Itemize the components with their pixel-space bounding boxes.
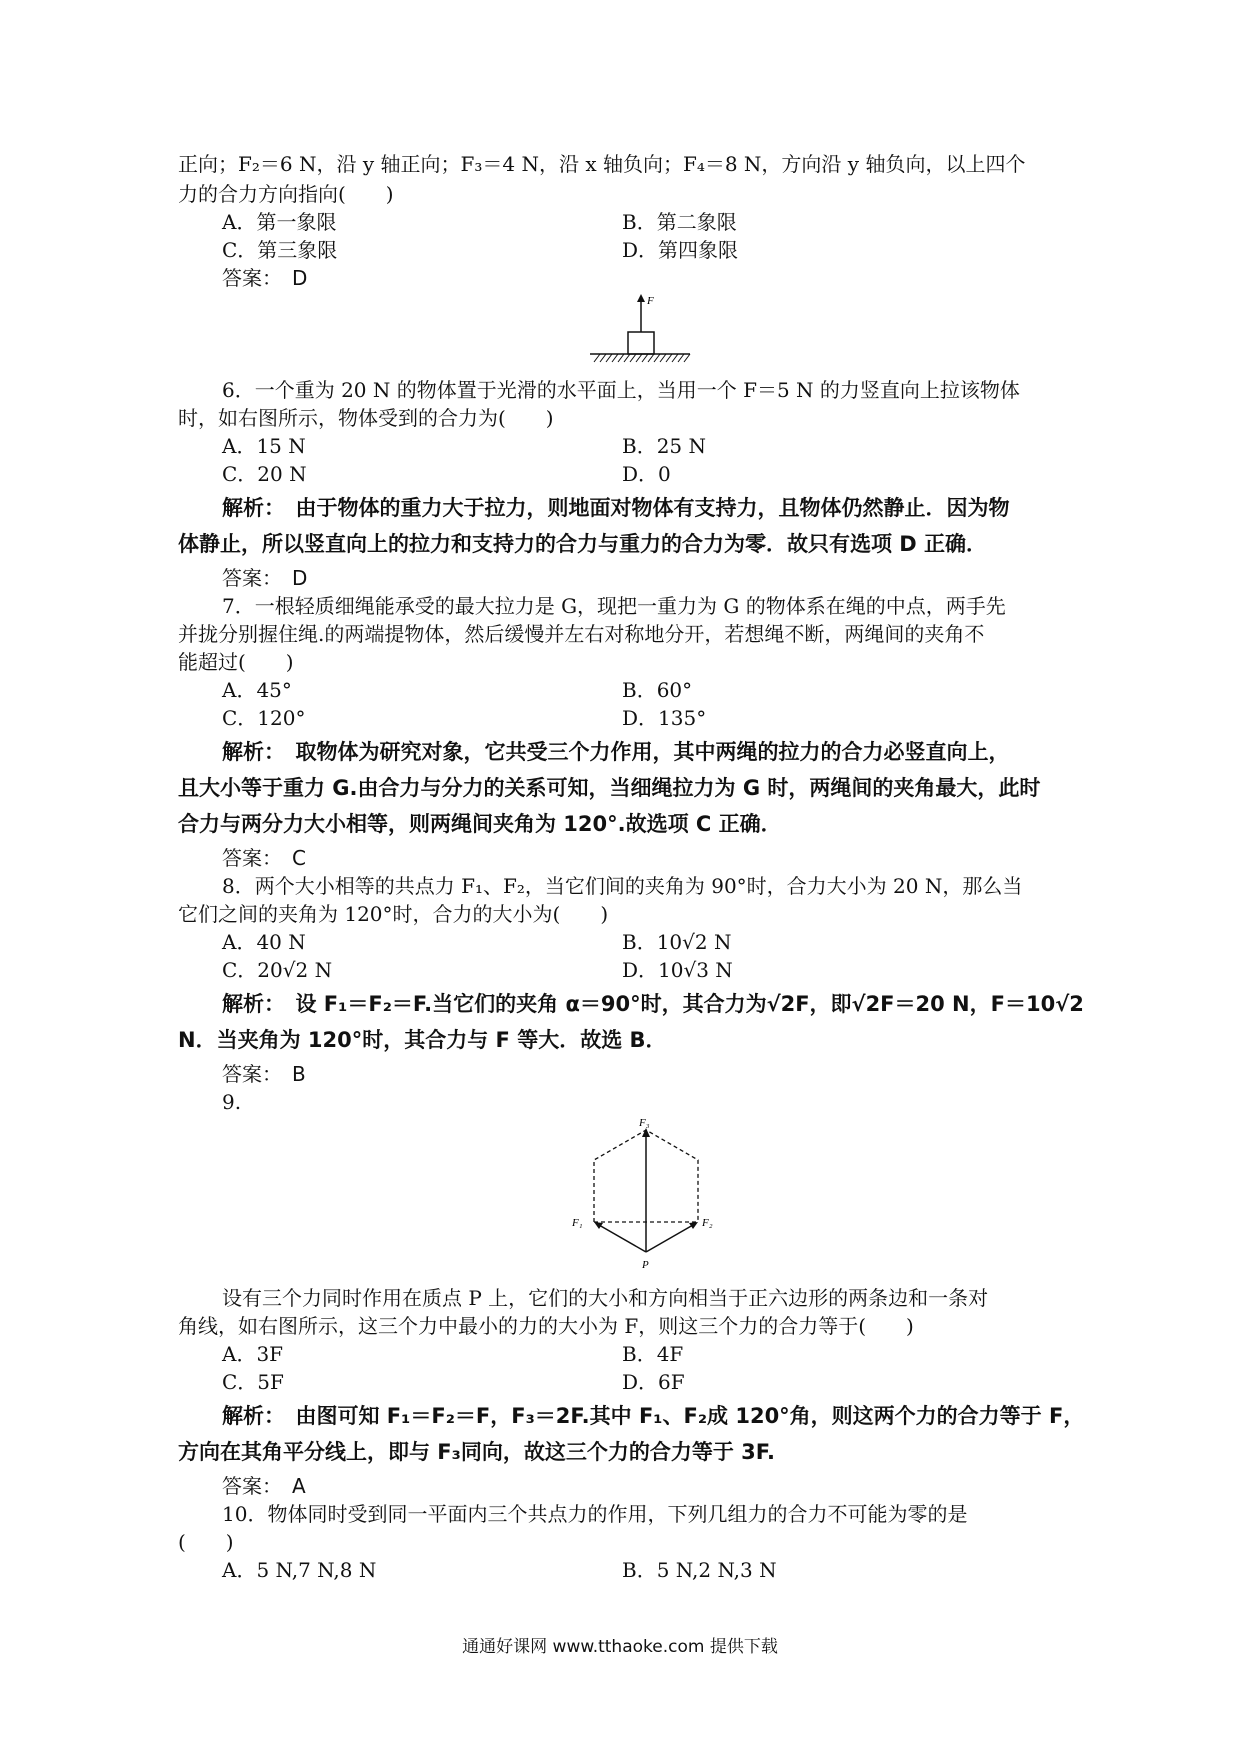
q6-force-label: F — [647, 295, 654, 307]
q8-text-line2: 它们之间的夹角为 120°时，合力的大小为( ) — [178, 902, 609, 926]
q8-analysis-line2: N．当夹角为 120°时，其合力与 F 等大．故选 B． — [178, 1028, 667, 1052]
q8-option-a: A．40 N — [222, 930, 306, 954]
q7-text-line3: 能超过( ) — [178, 650, 294, 674]
q9-option-d: D．6F — [622, 1370, 685, 1394]
q6-text-line2: 时，如右图所示，物体受到的合力为( ) — [178, 406, 554, 430]
q9-label-f3: F₃ — [639, 1117, 650, 1129]
q6-text-line1: 6．一个重为 20 N 的物体置于光滑的水平面上，当用一个 F＝5 N 的力竖直向上拉该物体 — [222, 378, 1020, 402]
q6-analysis-line1: 解析： 由于物体的重力大于拉力，则地面对物体有支持力，且物体仍然静止．因为物 — [222, 496, 1010, 520]
q6-option-d: D．0 — [622, 462, 671, 486]
q7-analysis-line2: 且大小等于重力 G.由合力与分力的关系可知，当细绳拉力为 G 时，两绳间的夹角最大，此时 — [178, 776, 1041, 800]
q7-option-c: C．120° — [222, 706, 306, 730]
q9-analysis-line2: 方向在其角平分线上，即与 F₃同向，故这三个力的合力等于 3F. — [178, 1440, 776, 1464]
q8-option-b: B．10√2 N — [622, 930, 732, 954]
q7-option-b: B．60° — [622, 678, 693, 702]
q8-option-c: C．20√2 N — [222, 958, 333, 982]
q5-option-a: A．第一象限 — [222, 210, 337, 234]
q7-analysis-line3: 合力与两分力大小相等，则两绳间夹角为 120°.故选项 C 正确． — [178, 812, 782, 836]
q8-answer: 答案： B — [222, 1062, 306, 1086]
q7-text-line1: 7．一根轻质细绳能承受的最大拉力是 G，现把一重力为 G 的物体系在绳的中点，两手先 — [222, 594, 1006, 618]
q10-option-a: A．5 N,7 N,8 N — [222, 1558, 377, 1582]
q6-option-c: C．20 N — [222, 462, 307, 486]
q7-option-d: D．135° — [622, 706, 707, 730]
q7-text-line2: 并拢分别握住绳.的两端提物体，然后缓慢并左右对称地分开，若想绳不断，两绳间的夹角不 — [178, 622, 985, 646]
q10-text-line1: 10．物体同时受到同一平面内三个共点力的作用，下列几组力的合力不可能为零的是 — [222, 1502, 968, 1526]
q5-text-line2: 力的合力方向指向( ) — [178, 182, 394, 206]
q5-option-c: C．第三象限 — [222, 238, 338, 262]
q9-text-line1: 设有三个力同时作用在质点 P 上，它们的大小和方向相当于正六边形的两条边和一条对 — [222, 1286, 989, 1310]
q7-answer: 答案： C — [222, 846, 306, 870]
q9-analysis-line1: 解析： 由图可知 F₁＝F₂＝F，F₃＝2F.其中 F₁、F₂成 120°角，则这两个力的合力等于 F， — [222, 1404, 1085, 1428]
q5-option-b: B．第二象限 — [622, 210, 737, 234]
q9-option-a: A．3F — [222, 1342, 284, 1366]
q9-label-p: P — [642, 1259, 649, 1271]
q7-option-a: A．45° — [222, 678, 292, 702]
q9-text-line2: 角线，如右图所示，这三个力中最小的力的大小为 F，则这三个力的合力等于( ) — [178, 1314, 914, 1338]
q9-option-c: C．5F — [222, 1370, 284, 1394]
q5-text-line1: 正向；F₂＝6 N，沿 y 轴正向；F₃＝4 N，沿 x 轴负向；F₄＝8 N，方向沿 y 轴负向，以上四个 — [178, 152, 1026, 176]
page-footer: 通通好课网 www.tthaoke.com 提供下载 — [462, 1637, 778, 1657]
q9-answer: 答案： A — [222, 1474, 306, 1498]
q8-analysis-line1: 解析： 设 F₁＝F₂＝F.当它们的夹角 α＝90°时，其合力为√2F，即√2F＝20 N，F＝10√2 — [222, 992, 1084, 1016]
q6-analysis-line2: 体静止，所以竖直向上的拉力和支持力的合力与重力的合力为零．故只有选项 D 正确． — [178, 532, 988, 556]
q9-label-f1: F₁ — [572, 1217, 583, 1229]
q8-option-d: D．10√3 N — [622, 958, 733, 982]
q5-option-d: D．第四象限 — [622, 238, 739, 262]
q9-label-f2: F₂ — [702, 1217, 713, 1229]
q6-option-a: A．15 N — [222, 434, 306, 458]
q7-analysis-line1: 解析： 取物体为研究对象，它共受三个力作用，其中两绳的拉力的合力必竖直向上， — [222, 740, 1010, 764]
q10-text-line2: ( ) — [178, 1530, 234, 1554]
q5-answer: 答案： D — [222, 266, 308, 290]
q9-hexagon-figure — [570, 1118, 720, 1278]
q6-block-figure — [590, 292, 700, 362]
q9-option-b: B．4F — [622, 1342, 684, 1366]
q10-option-b: B．5 N,2 N,3 N — [622, 1558, 777, 1582]
q8-text-line1: 8．两个大小相等的共点力 F₁、F₂，当它们间的夹角为 90°时，合力大小为 20 N，那么当 — [222, 874, 1023, 898]
q6-option-b: B．25 N — [622, 434, 707, 458]
q6-answer: 答案： D — [222, 566, 308, 590]
q9-number: 9. — [222, 1090, 242, 1114]
